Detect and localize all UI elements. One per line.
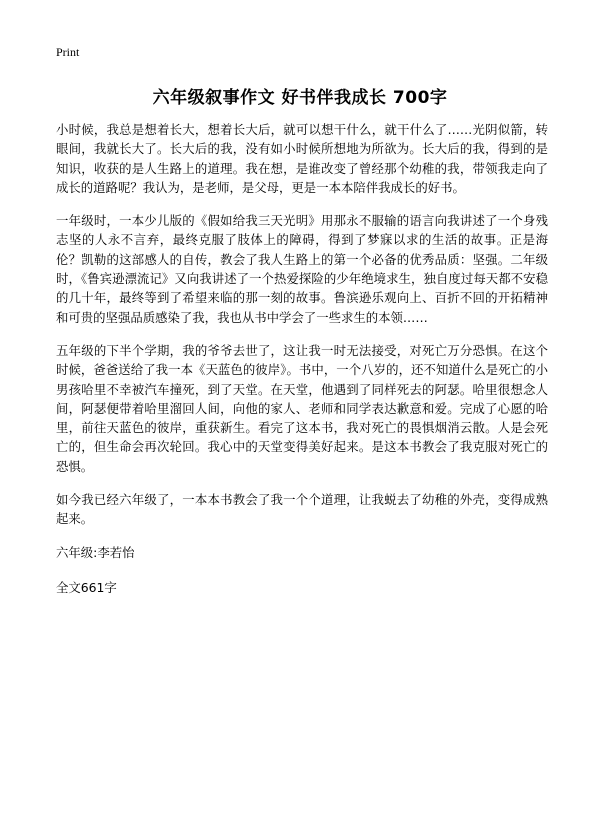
paragraph-3: 五年级的下半个学期，我的爷爷去世了，这让我一时无法接受，对死亡万分恐惧。在这个时候，爸爸送给了我一本《天蓝色的彼岸》。书中，一个八岁的，还不知道什么是死亡的小男孩哈里不幸被汽车撞死，到了天堂。在天堂，他遇到了同样死去的阿瑟。哈里很想念人间，阿瑟便带着哈里溜回人间，向他的家人、老师和同学表达歉意和爱。完成了心愿的哈里，前往天蓝色的彼岸，重获新生。看完了这本书，我对死亡的畏惧烟消云散。人是会死亡的，但生命会再次轮回。我心中的天堂变得美好起来。是这本书教会了我克服对死亡的恐惧。 — [56, 342, 548, 474]
article-body — [56, 120, 548, 597]
paragraph-4: 如今我已经六年级了，一本本书教会了我一个个道理，让我蜕去了幼稚的外壳，变得成熟起来。 — [56, 492, 548, 527]
word-count: 全文661字 — [56, 579, 117, 595]
print-link[interactable]: Print — [56, 45, 80, 59]
author-line: 六年级:李若怡 — [56, 544, 135, 560]
paragraph-1: 小时候，我总是想着长大，想着长大后，就可以想干什么，就干什么了……光阴似箭，转眼间，我就长大了。长大后的我，没有如小时候所想地为所欲为。长大后的我，得到的是知识，收获的是人生路上的道理。我在想，是谁改变了曾经那个幼稚的我，带领我走向了成长的道路呢？我认为，是老师，是父母，更是一本本陪伴我成长的好书。 — [56, 122, 548, 195]
article-title: 六年级叙事作文 好书伴我成长 700字 — [152, 88, 448, 108]
paragraph-2: 一年级时，一本少儿版的《假如给我三天光明》用那永不服输的语言向我讲述了一个身残志坚的人永不言弃，最终克服了肢体上的障碍，得到了梦寐以求的生活的故事。正是海伦？凯勒的这部感人的自传，教会了我人生路上的第一个必备的优秀品质：坚强。二年级时，《鲁宾逊漂流记》又向我讲述了一个热爱探险的少年绝境求生，独自度过每天都不安稳的几十年，最终等到了希望来临的那一刻的故事。鲁滨逊乐观向上、百折不回的开拓精神和可贵的坚强品质感染了我，我也从书中学会了一些求生的本领…… — [56, 213, 548, 325]
